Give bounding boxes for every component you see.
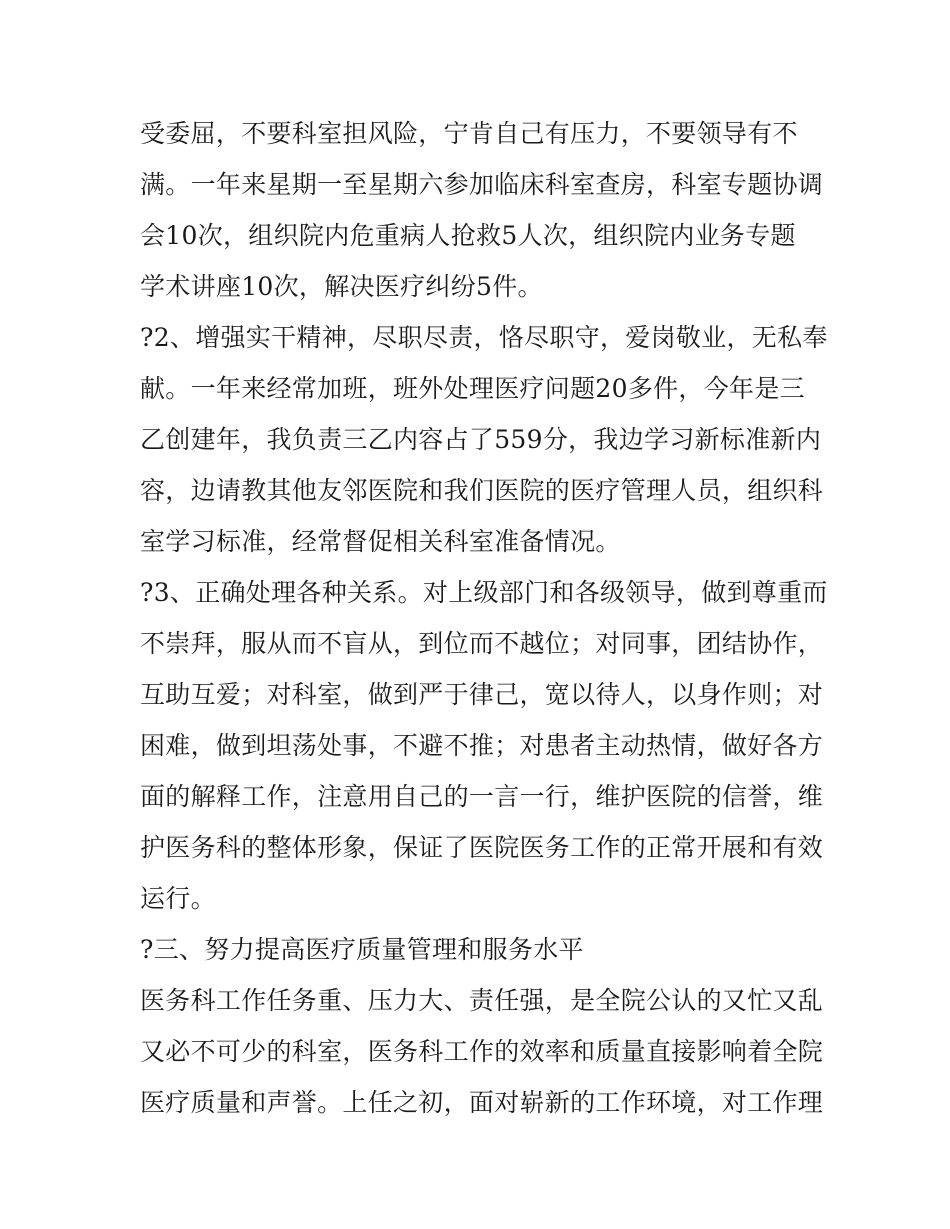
text-line: 运行。 (140, 884, 216, 913)
text-line: 不崇拜，服从而不盲从，到位而不越位；对同事，团结协作， (140, 629, 824, 658)
document-body (140, 108, 828, 1128)
text-line: 容，边请教其他友邻医院和我们医院的医疗管理人员，组织科 (140, 476, 824, 505)
text-line: 又必不可少的科室，医务科工作的效率和质量直接影响着全院 (140, 1037, 824, 1066)
text-line: 医疗质量和声誉。上任之初，面对崭新的工作环境，对工作理 (140, 1088, 824, 1117)
text-line: 会10次，组织院内危重病人抢救5人次，组织院内业务专题 (140, 221, 796, 250)
text-line: 护医务科的整体形象，保证了医院医务工作的正常开展和有效 (140, 833, 824, 862)
text-line: 献。一年来经常加班，班外处理医疗问题20多件，今年是三 (140, 374, 805, 403)
section-heading: ?三、努力提高医疗质量管理和服务水平 (140, 935, 584, 964)
text-line: 室学习标准，经常督促相关科室准备情况。 (140, 527, 621, 556)
text-line: 困难，做到坦荡处事，不避不推；对患者主动热情，做好各方 (140, 731, 824, 760)
text-line: 面的解释工作，注意用自己的一言一行，维护医院的信誉，维 (140, 782, 824, 811)
text-line: 受委屈，不要科室担风险，宁肯自己有压力，不要领导有不 (140, 119, 798, 148)
text-line: 医务科工作任务重、压力大、责任强，是全院公认的又忙又乱 (140, 986, 824, 1015)
text-line: 互助互爱；对科室，做到严于律己，宽以待人，以身作则；对 (140, 680, 824, 709)
text-line: 满。一年来星期一至星期六参加临床科室查房，科室专题协调 (140, 170, 824, 199)
text-line: ?2、增强实干精神，尽职尽责，恪尽职守，爱岗敬业，无私奉 (140, 323, 828, 352)
text-line: 学术讲座10次，解决医疗纠纷5件。 (140, 272, 543, 301)
text-line: 乙创建年，我负责三乙内容占了559分，我边学习新标准新内 (140, 425, 822, 454)
text-line: ?3、正确处理各种关系。对上级部门和各级领导，做到尊重而 (140, 578, 828, 607)
